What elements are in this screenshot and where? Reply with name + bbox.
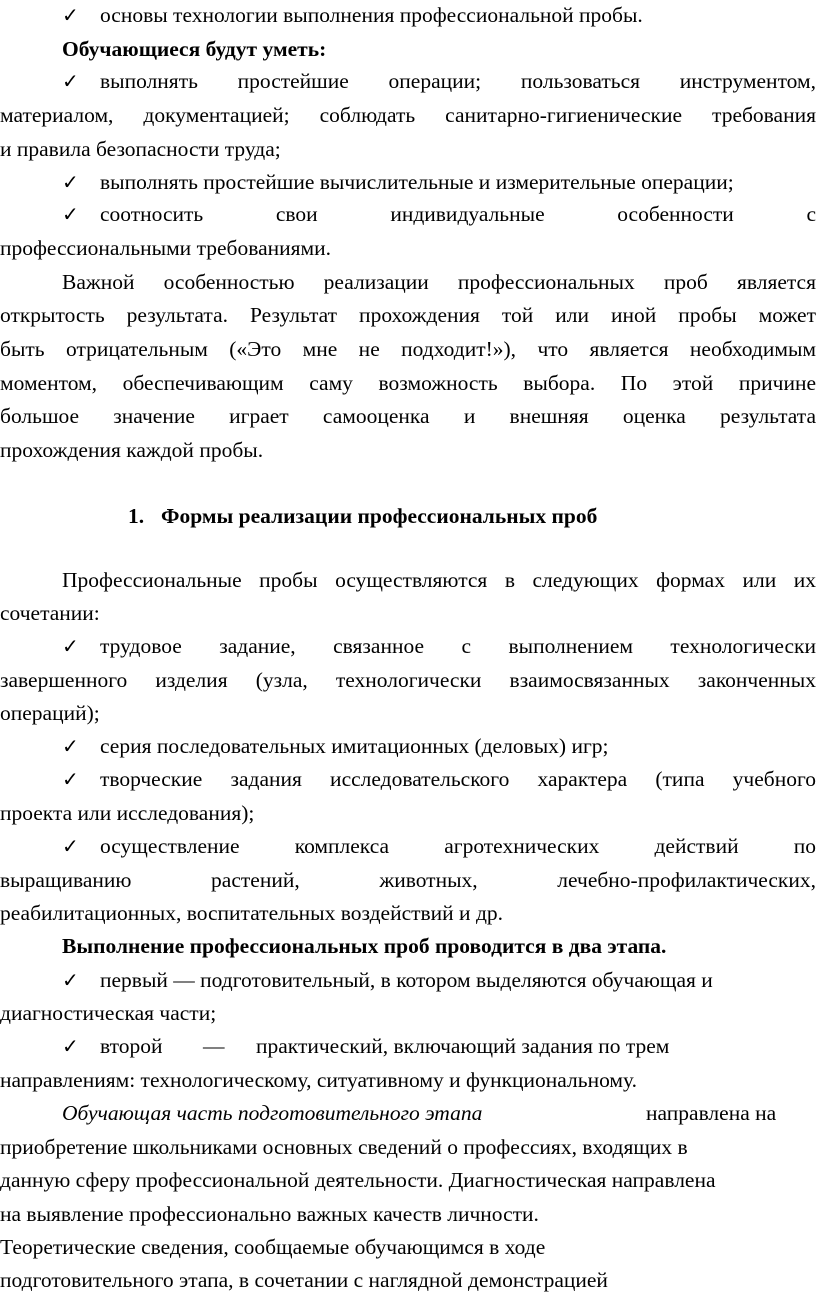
list-item-text: выполнять простейшие операции; пользоваться инструментом,	[100, 69, 816, 93]
paragraph-line: сочетании:	[0, 601, 100, 625]
paragraph-line: профессиональными требованиями.	[0, 236, 332, 260]
list-item-text: трудовое задание, связанное с выполнением технологически	[100, 634, 816, 658]
stage-dash: —	[203, 1034, 225, 1058]
checkmark-icon: ✓	[62, 634, 79, 658]
paragraph-line: подготовительного этапа, в сочетании с наглядной демонстрацией	[0, 1268, 608, 1292]
stage-word: второй	[100, 1034, 163, 1058]
paragraph-line: Важной особенностью реализации профессиональных проб является	[62, 270, 816, 294]
checkmark-icon: ✓	[62, 968, 79, 992]
paragraph-line: моментом, обеспечивающим саму возможность выбора. По этой причине	[0, 371, 816, 395]
italic-phrase: Обучающая часть подготовительного этапа	[62, 1101, 483, 1125]
paragraph-line: большое значение играет самооценка и внешняя оценка результата	[0, 404, 816, 428]
list-item-text: серия последовательных имитационных (деловых) игр;	[100, 734, 609, 758]
paragraph-line: выращиванию растений, животных, лечебно-профилактических,	[0, 868, 816, 892]
checkmark-icon: ✓	[62, 1034, 79, 1058]
checkmark-icon: ✓	[62, 734, 79, 758]
paragraph-line: реабилитационных, воспитательных воздействий и др.	[0, 901, 504, 925]
checkmark-icon: ✓	[62, 170, 79, 194]
paragraph-line: открытость результата. Результат прохождения той или иной пробы может	[0, 303, 816, 327]
list-item-text: первый — подготовительный, в котором выделяются обучающая и	[100, 968, 713, 992]
paragraph-line: на выявление профессионально важных качеств личности.	[0, 1202, 539, 1226]
section-number: 1.	[128, 504, 145, 528]
paragraph-line: Профессиональные пробы осуществляются в следующих формах или их	[62, 568, 816, 592]
section-title: Формы реализации профессиональных проб	[161, 504, 598, 528]
checkmark-icon: ✓	[62, 3, 79, 27]
paragraph-line: прохождения каждой пробы.	[0, 438, 264, 462]
checkmark-icon: ✓	[62, 202, 79, 226]
list-item-text: практический, включающий задания по трем	[256, 1034, 670, 1058]
paragraph-line: быть отрицательным («Это мне не подходит!»), что является необходимым	[0, 337, 816, 361]
list-item-text: осуществление комплекса агротехнических действий по	[100, 834, 816, 858]
checkmark-icon: ✓	[62, 834, 79, 858]
checkmark-icon: ✓	[62, 69, 79, 93]
paragraph-line: завершенного изделия (узла, технологически взаимосвязанных законченных	[0, 668, 816, 692]
list-item-text: соотносить свои индивидуальные особенности с	[100, 202, 816, 226]
paragraph-line: Теоретические сведения, сообщаемые обучающимся в ходе	[0, 1235, 546, 1259]
paragraph-line: проекта или исследования);	[0, 801, 255, 825]
paragraph-line: диагностическая части;	[0, 1001, 217, 1025]
list-item-text: выполнять простейшие вычислительные и измерительные операции;	[100, 170, 734, 194]
paragraph-line: приобретение школьниками основных сведений о профессиях, входящих в	[0, 1135, 688, 1159]
paragraph-line: данную сферу профессиональной деятельности. Диагностическая направлена	[0, 1168, 716, 1192]
list-item-text: творческие задания исследовательского характера (типа учебного	[100, 767, 816, 791]
list-item-text: основы технологии выполнения профессиональной пробы.	[100, 3, 643, 27]
paragraph-line: материалом, документацией; соблюдать санитарно-гигиенические требования	[0, 103, 816, 127]
paragraph-line: операций);	[0, 701, 100, 725]
paragraph-line: и правила безопасности труда;	[0, 137, 281, 161]
paragraph-line: направлениям: технологическому, ситуативному и функциональному.	[0, 1068, 638, 1092]
paragraph-text: направлена на	[646, 1101, 777, 1125]
checkmark-icon: ✓	[62, 767, 79, 791]
